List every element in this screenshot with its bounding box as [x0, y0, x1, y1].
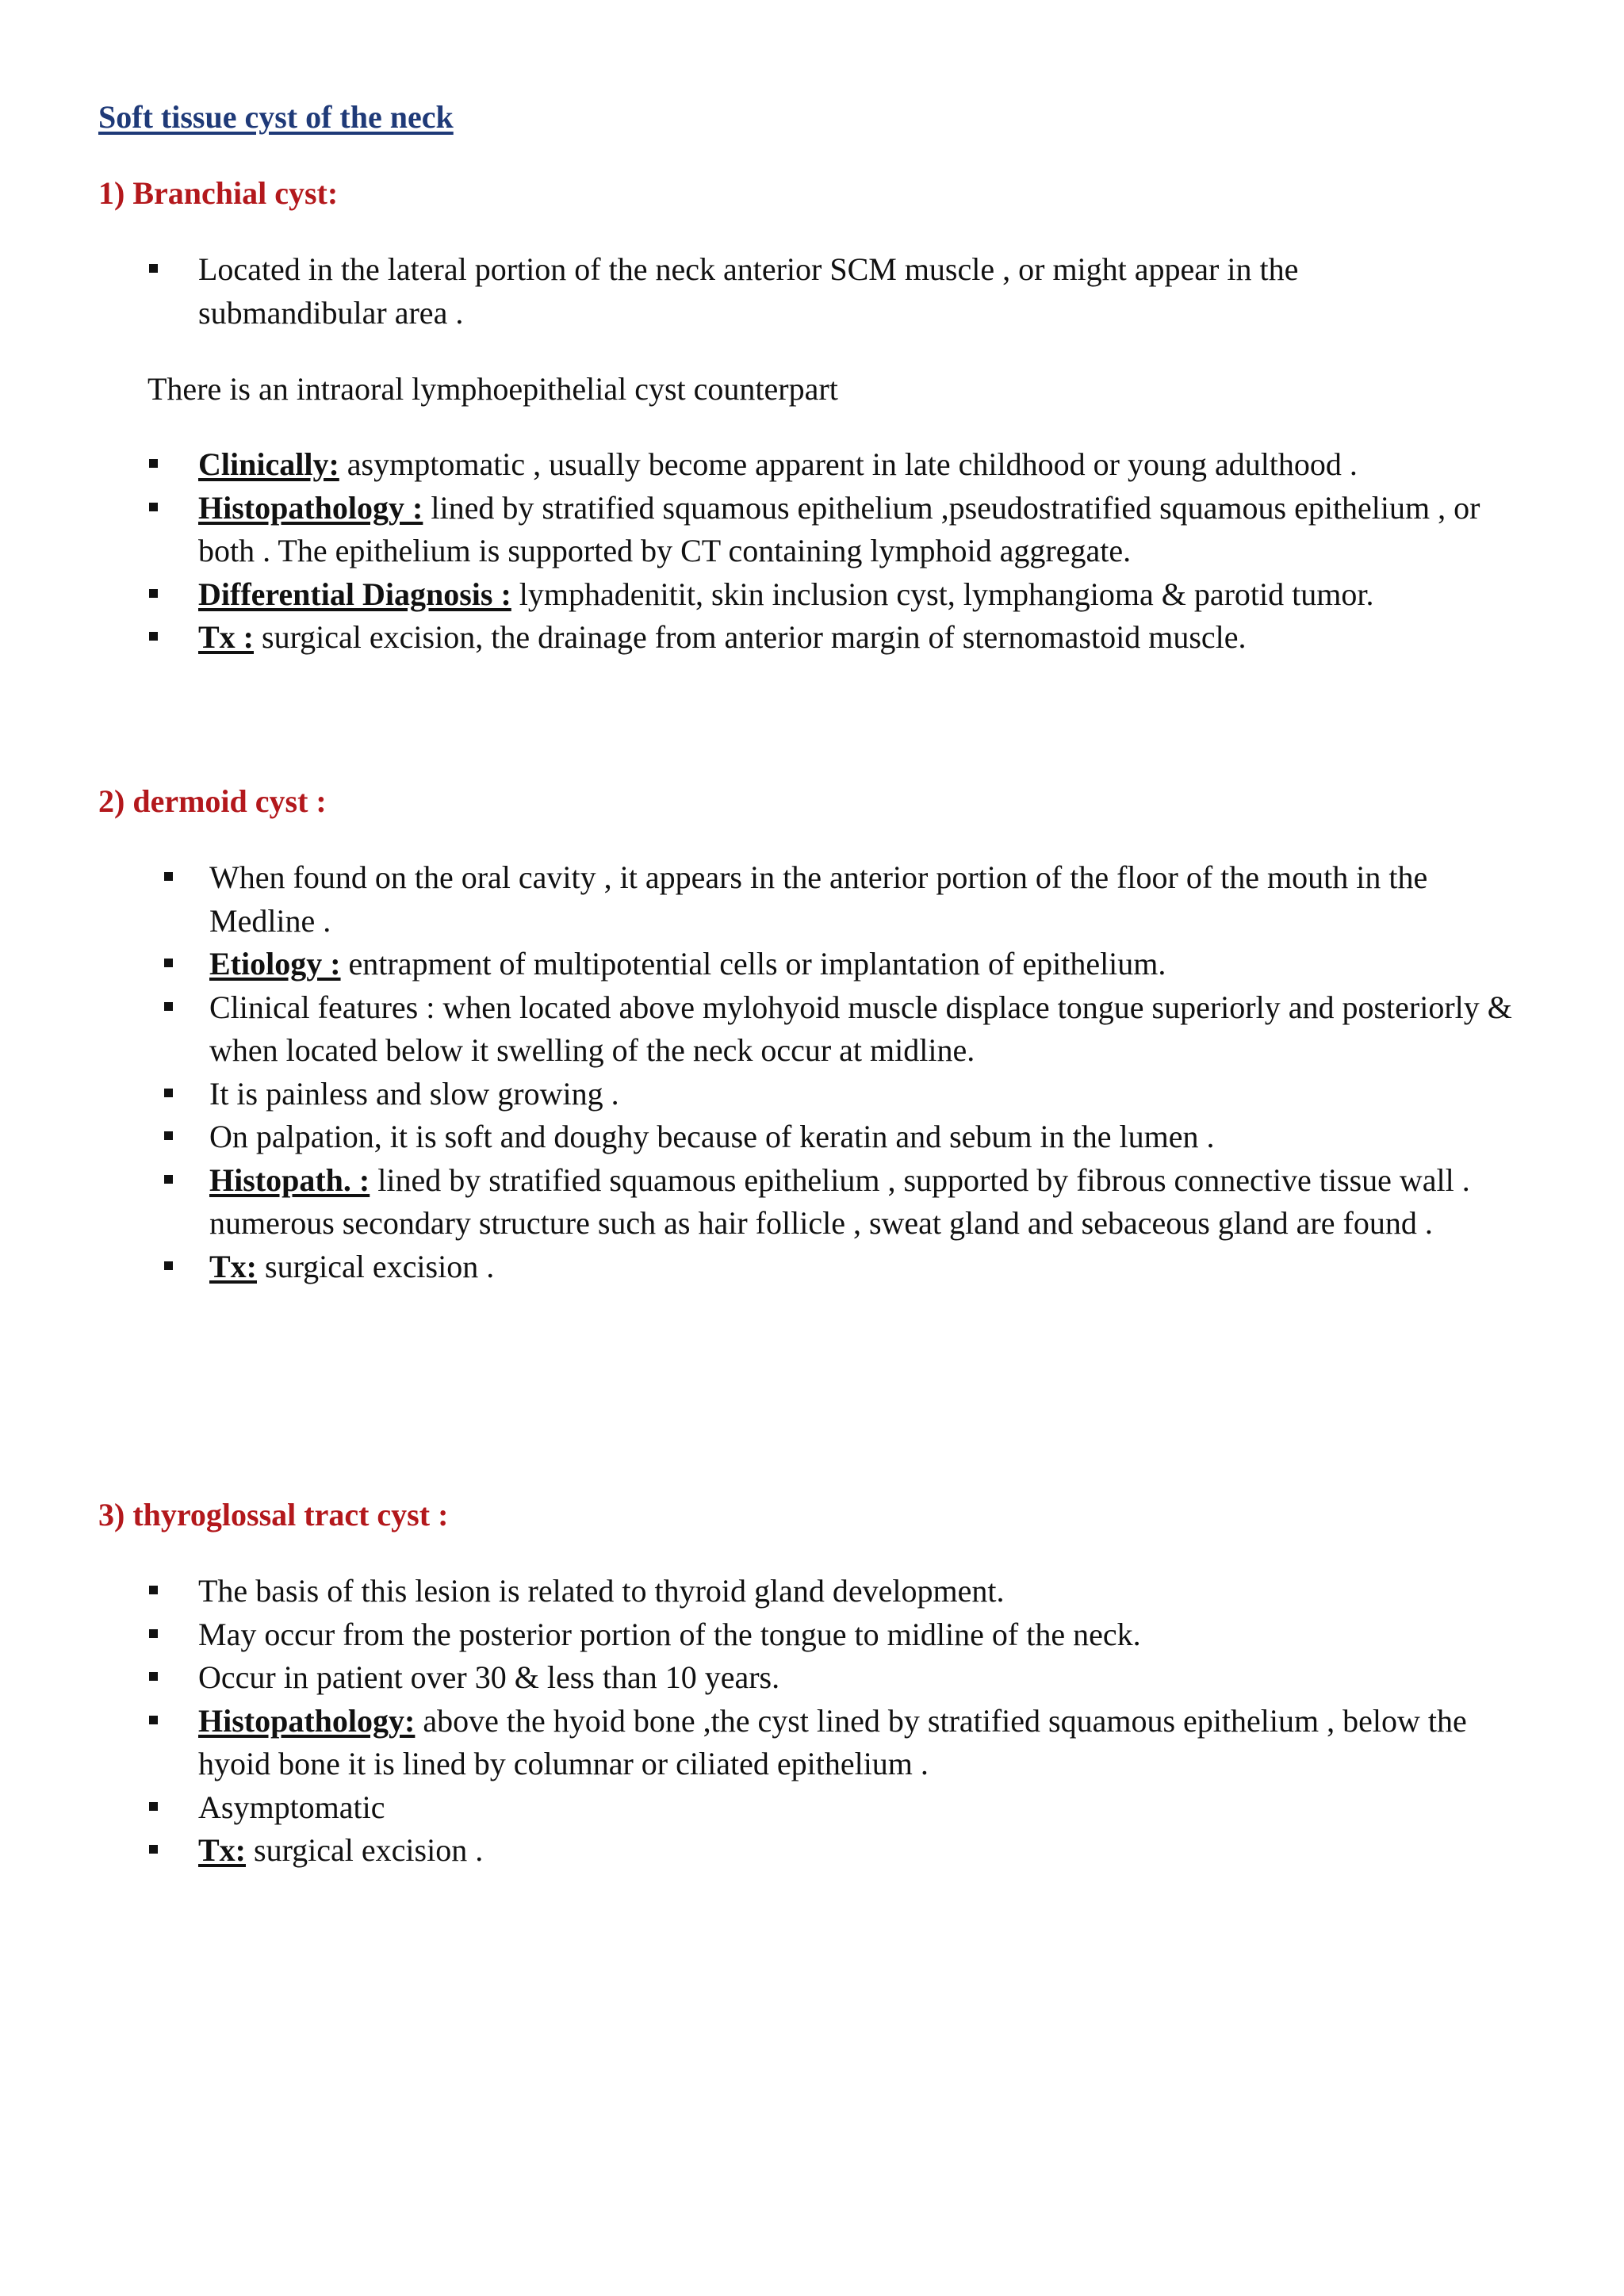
list-item	[198, 443, 1507, 487]
list-item-text: The basis of this lesion is related to thyroid gland development.	[198, 1573, 1005, 1609]
list-item	[198, 487, 1507, 573]
list-item-text: Clinical features : when located above mylohyoid muscle displace tongue superiorly and posteriorly & when located below it swelling of the neck occur at midline.	[209, 989, 1512, 1068]
dermoid-list	[209, 856, 1534, 1288]
square-bullet-icon	[164, 1175, 173, 1184]
square-bullet-icon	[164, 1131, 173, 1140]
square-bullet-icon	[149, 1586, 158, 1594]
list-item	[198, 1829, 1530, 1873]
list-item-term: Tx :	[198, 619, 254, 655]
square-bullet-icon	[149, 1716, 158, 1724]
section-heading-branchial-cyst: 1) Branchial cyst:	[98, 175, 339, 211]
list-item-text: above the hyoid bone ,the cyst lined by stratified squamous epithelium , below the hyoid bone it is lined by columnar or ciliated epithelium .	[198, 1702, 1467, 1781]
list-item-text: surgical excision, the drainage from anterior margin of sternomastoid muscle.	[254, 619, 1247, 655]
list-item	[209, 856, 1534, 943]
square-bullet-icon	[149, 503, 158, 511]
square-bullet-icon	[164, 959, 173, 967]
square-bullet-icon	[164, 1089, 173, 1097]
list-item-text: When found on the oral cavity , it appears in the anterior portion of the floor of the mouth in the Medline .	[209, 859, 1428, 939]
square-bullet-icon	[149, 589, 158, 598]
list-item	[198, 1613, 1530, 1657]
list-item	[209, 1159, 1534, 1246]
branchial-paragraph: There is an intraoral lymphoepithelial cyst counterpart	[147, 371, 838, 407]
list-item	[209, 1246, 1534, 1289]
list-item	[209, 943, 1534, 986]
branchial-intro-list	[198, 248, 1388, 335]
section-heading-dermoid-cyst: 2) dermoid cyst :	[98, 783, 327, 819]
document-title: Soft tissue cyst of the neck	[98, 99, 454, 135]
list-item	[209, 986, 1534, 1073]
list-item-text: Located in the lateral portion of the neck anterior SCM muscle , or might appear in the submandibular area .	[198, 251, 1299, 331]
square-bullet-icon	[164, 872, 173, 881]
list-item-term: Etiology :	[209, 946, 341, 982]
square-bullet-icon	[149, 1672, 158, 1681]
list-item-text: surgical excision .	[246, 1832, 484, 1868]
list-item-text: lined by stratified squamous epithelium , supported by fibrous connective tissue wall . numerous secondary structure such as hair follicle , sweat gland and sebaceous gland are found .	[209, 1161, 1470, 1241]
square-bullet-icon	[164, 1002, 173, 1011]
list-item-term: Histopathology :	[198, 489, 423, 526]
list-item-term: Histopathology:	[198, 1702, 416, 1739]
list-item	[198, 616, 1507, 660]
square-bullet-icon	[149, 1629, 158, 1638]
list-item-text: surgical excision .	[257, 1248, 495, 1284]
list-item	[198, 573, 1507, 617]
list-item-term: Clinically:	[198, 446, 339, 482]
square-bullet-icon	[149, 1845, 158, 1854]
list-item-text: entrapment of multipotential cells or implantation of epithelium.	[340, 946, 1166, 982]
square-bullet-icon	[149, 632, 158, 641]
square-bullet-icon	[149, 1802, 158, 1811]
list-item-term: Tx:	[198, 1832, 246, 1868]
list-item-text: Asymptomatic	[198, 1789, 385, 1825]
list-item	[198, 1700, 1530, 1786]
list-item-text: May occur from the posterior portion of the tongue to midline of the neck.	[198, 1616, 1141, 1652]
list-item	[198, 1656, 1530, 1700]
thyroglossal-list	[198, 1570, 1530, 1873]
list-item-term: Tx:	[209, 1248, 257, 1284]
square-bullet-icon	[149, 459, 158, 468]
list-item-text: lined by stratified squamous epithelium ,pseudostratified squamous epithelium , or both . The epithelium is supported by CT containing lymphoid aggregate.	[198, 489, 1480, 568]
list-item	[198, 248, 1388, 335]
list-item-text: lymphadenitit, skin inclusion cyst, lymphangioma & parotid tumor.	[511, 576, 1374, 612]
list-item-term: Differential Diagnosis :	[198, 576, 511, 612]
list-item	[209, 1115, 1534, 1159]
list-item	[198, 1786, 1530, 1830]
square-bullet-icon	[164, 1261, 173, 1270]
branchial-detail-list	[198, 443, 1507, 660]
list-item	[198, 1570, 1530, 1613]
square-bullet-icon	[149, 264, 158, 273]
section-heading-thyroglossal-tract-cyst: 3) thyroglossal tract cyst :	[98, 1497, 449, 1533]
list-item-text: asymptomatic , usually become apparent in late childhood or young adulthood .	[339, 446, 1358, 482]
list-item-text: On palpation, it is soft and doughy because of keratin and sebum in the lumen .	[209, 1119, 1215, 1154]
list-item-text: It is painless and slow growing .	[209, 1075, 619, 1112]
list-item	[209, 1073, 1534, 1116]
list-item-term: Histopath. :	[209, 1161, 370, 1198]
list-item-text: Occur in patient over 30 & less than 10 years.	[198, 1659, 780, 1695]
